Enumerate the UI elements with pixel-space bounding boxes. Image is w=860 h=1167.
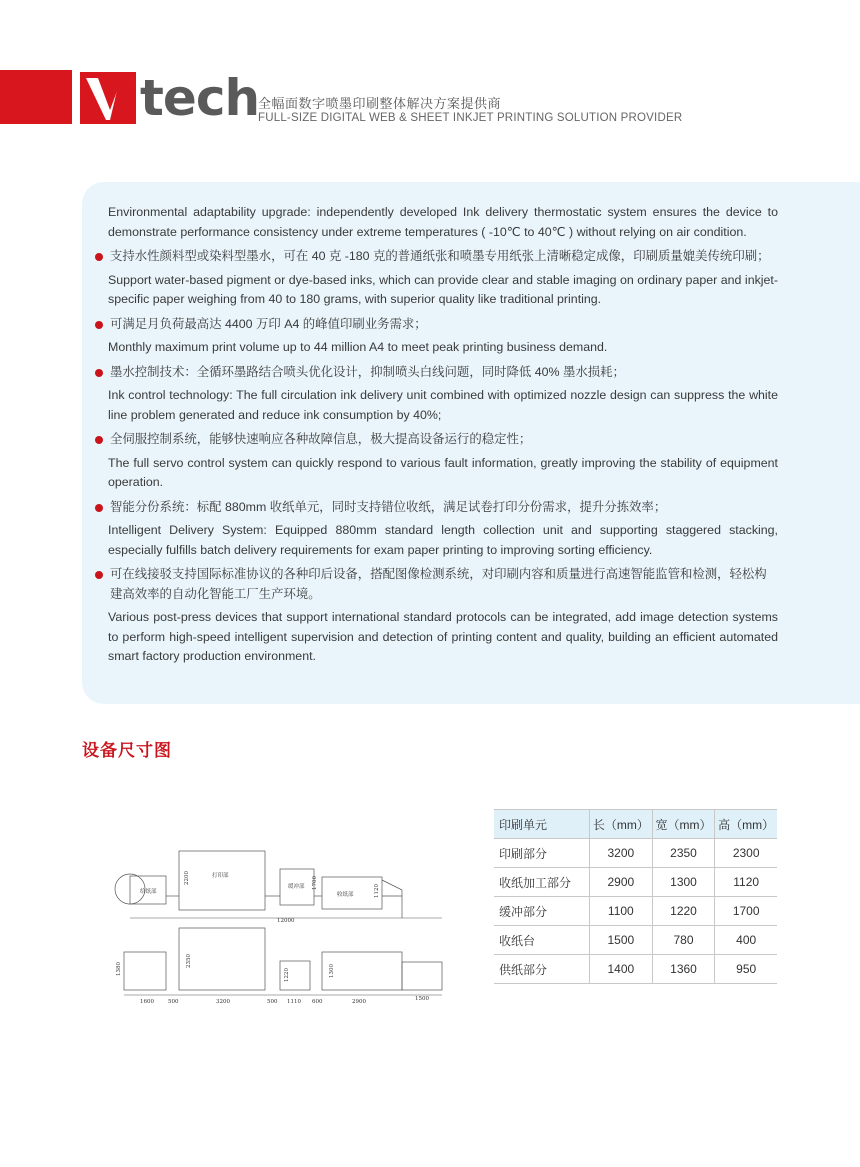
cell-unit: 印刷部分 (494, 839, 590, 868)
cell-height: 2300 (715, 839, 777, 868)
cell-unit: 缓冲部分 (494, 897, 590, 926)
table-row (494, 868, 777, 897)
cell-unit: 收纸台 (494, 926, 590, 955)
cell-width: 1360 (652, 955, 715, 984)
svg-text:2200: 2200 (184, 871, 190, 885)
cell-unit: 收纸加工部分 (494, 868, 590, 897)
table-row (494, 839, 777, 868)
table-row (494, 955, 777, 984)
feature-cn: 墨水控制技术：全循环墨路结合喷头优化设计，抑制喷头白线问题，同时降低 40% 墨水损耗； (108, 363, 778, 383)
tagline-english: FULL-SIZE DIGITAL WEB & SHEET INKJET PRINTING SOLUTION PROVIDER (258, 112, 683, 124)
bullet-icon (95, 504, 103, 512)
table-header-row (494, 810, 777, 839)
feature-en: Various post-press devices that support international standard protocols can be integrated, add image detection systems to perform high-speed intelligent supervision and detection of printing content and quality, building an efficient automated smart factory production environment. (108, 610, 778, 663)
svg-text:1220: 1220 (284, 968, 290, 982)
header-length: 长（mm） (590, 810, 653, 839)
feature-en: Intelligent Delivery System: Equipped 880mm standard length collection unit and supporting staggered stacking, especially fulfills batch delivery requirements for exam paper printing to improving sorting efficiency. (108, 523, 778, 557)
cell-length: 3200 (590, 839, 653, 868)
svg-text:1500: 1500 (415, 996, 429, 1002)
header-width: 宽（mm） (652, 810, 715, 839)
feature-cn: 智能分份系统：标配 880mm 收纸单元，同时支持错位收纸，满足试卷打印分份需求，提升分拣效率； (108, 498, 778, 518)
cell-unit: 供纸部分 (494, 955, 590, 984)
svg-text:1110: 1110 (287, 999, 301, 1005)
table-row (494, 897, 777, 926)
svg-text:给纸部: 给纸部 (140, 889, 157, 895)
feature-cn: 可在线接驳支持国际标准协议的各种印后设备，搭配图像检测系统，对印刷内容和质量进行高速智能监管和检测，轻松构建高效率的自动化智能工厂生产环境。 (108, 565, 778, 604)
svg-text:收纸部: 收纸部 (337, 892, 354, 898)
dimensions-title: 设备尺寸图 (82, 741, 172, 760)
bullet-icon (95, 571, 103, 579)
delivery-table-side (402, 962, 442, 990)
feature-cn: 支持水性颜料型或染料型墨水，可在 40 克 -180 克的普通纸张和喷墨专用纸张上清晰稳定成像，印刷质量媲美传统印刷； (108, 247, 778, 267)
header-height: 高（mm） (715, 810, 777, 839)
cell-width: 780 (652, 926, 715, 955)
cell-width: 1220 (652, 897, 715, 926)
table-row (494, 926, 777, 955)
unwind-side (124, 952, 166, 990)
svg-text:12000: 12000 (277, 918, 295, 924)
svg-text:500: 500 (168, 999, 179, 1005)
logo-wordmark: tech (140, 69, 260, 127)
dimensions-table (494, 809, 777, 984)
tagline-chinese: 全幅面数字喷墨印刷整体解决方案提供商 (258, 96, 502, 111)
cell-height: 950 (715, 955, 777, 984)
bullet-icon (95, 436, 103, 444)
svg-text:1700: 1700 (312, 876, 318, 890)
cell-width: 1300 (652, 868, 715, 897)
feature-en: Ink control technology: The full circulation ink delivery unit combined with optimized nozzle design can suppress the white line problem generated and reduce ink consumption by 40%; (108, 388, 778, 422)
feature-en: The full servo control system can quickly respond to various fault information, greatly improving the stability of equipment operation. (108, 455, 778, 489)
equipment-dimension-drawing (112, 840, 452, 1010)
bullet-icon (95, 369, 103, 377)
svg-text:3200: 3200 (216, 999, 230, 1005)
svg-text:500: 500 (267, 999, 278, 1005)
header-unit: 印刷单元 (494, 810, 590, 839)
svg-text:600: 600 (312, 999, 323, 1005)
cell-length: 1400 (590, 955, 653, 984)
svg-text:2350: 2350 (186, 954, 192, 968)
cell-length: 1500 (590, 926, 653, 955)
svg-text:2900: 2900 (352, 999, 366, 1005)
bullet-icon (95, 253, 103, 261)
cell-length: 1100 (590, 897, 653, 926)
cell-height: 1120 (715, 868, 777, 897)
feature-cn: 可满足月负荷最高达 4400 万印 A4 的峰值印刷业务需求； (108, 315, 778, 335)
feature-en: Monthly maximum print volume up to 44 million A4 to meet peak printing business demand. (108, 340, 608, 354)
svg-text:1120: 1120 (374, 884, 380, 898)
intro-paragraph: Environmental adaptability upgrade: independently developed Ink delivery thermostatic system ensures the device to demonstrate performance consistency under extreme temperatures ( -10℃ to 40℃ ) without relying on air condition. (108, 205, 778, 239)
features-content (108, 203, 778, 672)
cell-length: 2900 (590, 868, 653, 897)
svg-text:缓冲部: 缓冲部 (288, 884, 305, 890)
svg-text:1380: 1380 (116, 962, 122, 976)
cell-height: 1700 (715, 897, 777, 926)
svg-text:1300: 1300 (329, 964, 335, 978)
header-red-bar (0, 70, 72, 124)
feature-en: Support water-based pigment or dye-based inks, which can provide clear and stable imaging on ordinary paper and inkjet-specific paper weighing from 40 to 180 grams, with superior quality like traditional printing. (108, 272, 778, 306)
bullet-icon (95, 321, 103, 329)
feature-cn: 全伺服控制系统，能够快速响应各种故障信息，极大提高设备运行的稳定性； (108, 430, 778, 450)
cell-width: 2350 (652, 839, 715, 868)
cell-height: 400 (715, 926, 777, 955)
print-unit (179, 851, 265, 910)
svg-text:1600: 1600 (140, 999, 154, 1005)
svg-text:打印部: 打印部 (212, 873, 229, 879)
